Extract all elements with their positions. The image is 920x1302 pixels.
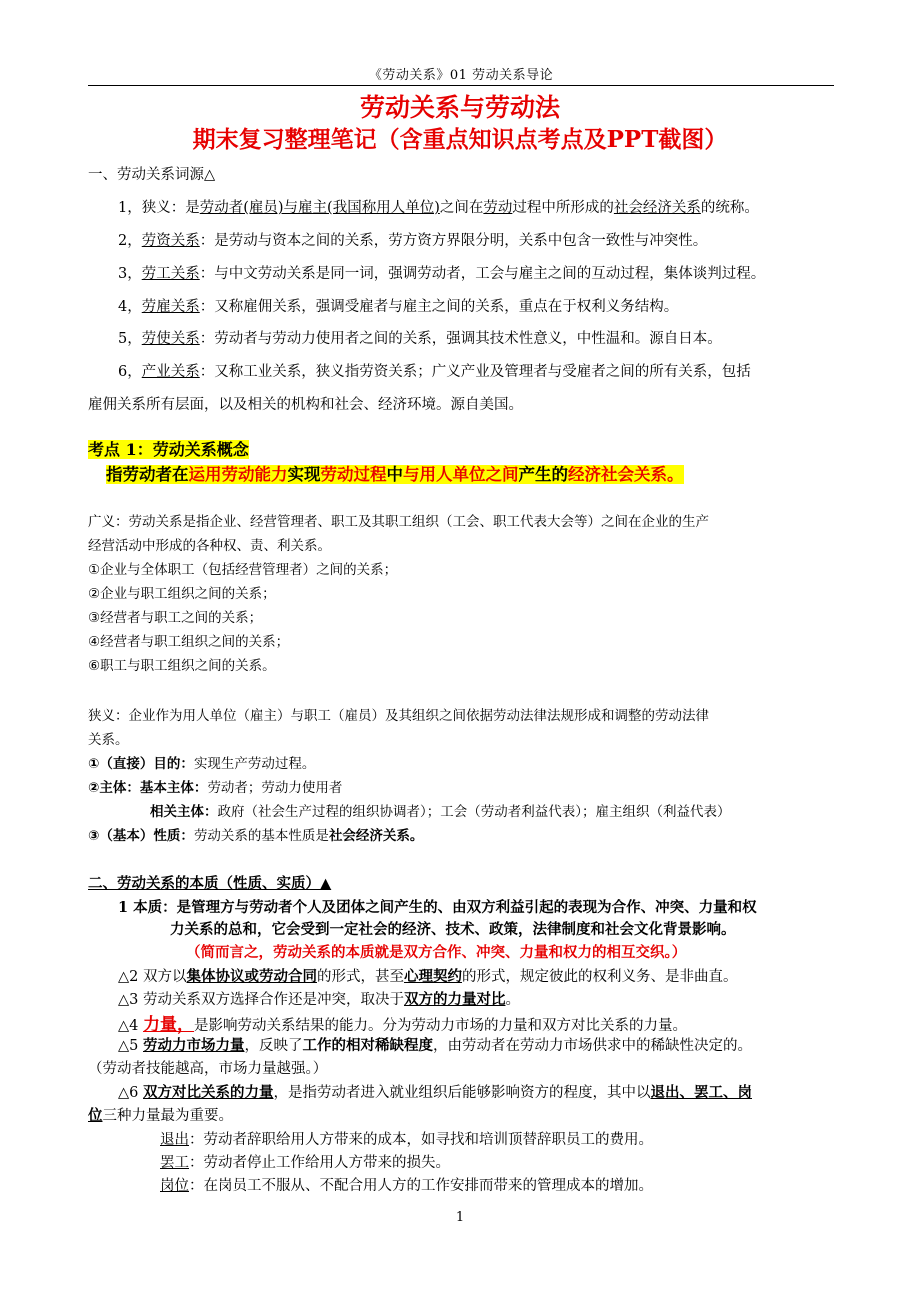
- highlighted-text: 指劳动者在: [106, 465, 189, 484]
- text: 之间在: [439, 200, 484, 216]
- text: ：劳动者停止工作给用人方带来的损失。: [189, 1155, 450, 1171]
- text: ：在岗员工不服从、不配合用人方的工作安排而带来的管理成本的增加。: [189, 1178, 653, 1194]
- text: 。: [505, 992, 520, 1008]
- text: 的形式，甚至: [317, 969, 404, 985]
- text: 是影响劳动关系结果的能力。分为劳动力市场的力量和双方对比关系的力量。: [194, 1018, 687, 1034]
- point-6: [118, 1081, 752, 1102]
- text: 政府（社会生产过程的组织协调者）；工会（劳动者利益代表）；雇主组织（利益代表）: [217, 804, 731, 820]
- underlined-term: 劳动: [483, 200, 513, 216]
- underlined-term: 心理契约: [404, 968, 462, 985]
- point-4: [118, 1010, 687, 1035]
- force-post: [160, 1174, 653, 1195]
- point-5: [118, 1034, 752, 1055]
- text: △4: [118, 1018, 143, 1034]
- underlined-term: 退出: [160, 1132, 189, 1148]
- text: 的形式，规定彼此的权利义务、是非曲直。: [462, 969, 738, 985]
- essence-summary: （简而言之，劳动关系的本质就是双方合作、冲突、力量和权力的相互交织。）: [186, 944, 687, 961]
- bold-label: ③（基本）性质：: [88, 828, 194, 844]
- text: 三种力量最为重要。: [102, 1108, 233, 1124]
- bold-text: 社会经济关系。: [328, 828, 424, 844]
- text: ：是劳动与资本之间的关系，劳方资方界限分明，关系中包含一致性与冲突性。: [199, 233, 708, 249]
- underlined-term: 退出、罢工、岗: [650, 1084, 752, 1101]
- text: 劳动关系的基本性质是: [193, 828, 329, 844]
- highlighted-red-text: 劳动过程: [320, 465, 387, 484]
- red-underlined-term: 力量，: [143, 1015, 194, 1035]
- narrow-purpose: [88, 752, 315, 772]
- highlighted-red-text: 经济社会关系。: [568, 465, 684, 484]
- text: ：又称雇佣关系，强调受雇者与雇主之间的关系，重点在于权利义务结构。: [199, 299, 679, 315]
- section1-heading: 一、劳动关系词源△: [88, 167, 216, 183]
- point-2: [118, 965, 738, 986]
- underlined-term: 双方对比关系的力量: [143, 1084, 274, 1101]
- text: ，由劳动者在劳动力市场供求中的稀缺性决定的。: [433, 1038, 752, 1054]
- etymology-item-5: [118, 327, 722, 348]
- text: ，是指劳动者进入就业组织后能够影响资方的程度，其中以: [273, 1085, 651, 1101]
- narrow-related-subject: [150, 800, 731, 820]
- text: 6，: [118, 364, 142, 380]
- keypoint-definition: [88, 461, 684, 485]
- bold-term: 工作的相对稀缺程度: [302, 1037, 433, 1054]
- essence-line1: 1 本质：是管理方与劳动者个人及团体之间产生的、由双方利益引起的表现为合作、冲突、力量和权: [118, 899, 757, 916]
- narrow-nature: [88, 824, 423, 844]
- text: △2 双方以: [118, 969, 187, 985]
- text: 3，: [118, 266, 142, 282]
- underlined-term: 双方的力量对比: [403, 991, 506, 1008]
- underlined-term: 位: [88, 1107, 103, 1124]
- bold-label: 相关主体：: [150, 804, 218, 820]
- sub-title: 期末复习整理笔记（含重点知识点考点及PPT截图）: [192, 126, 728, 153]
- broad-item-1: ①企业与全体职工（包括经营管理者）之间的关系；: [88, 562, 398, 578]
- highlighted-text: 中: [386, 465, 403, 484]
- highlighted-text: 产生的: [518, 465, 568, 484]
- underlined-term: 劳动者(雇员)与雇主(我国称用人单位): [199, 200, 440, 216]
- text: ，反映了: [244, 1038, 303, 1054]
- underlined-term: 社会经济关系: [613, 200, 701, 216]
- text: ：劳动者与劳动力使用者之间的关系，强调其技术性意义，中性温和。源自日本。: [199, 331, 722, 347]
- text: 2，: [118, 233, 142, 249]
- text: 劳动者；劳动力使用者: [207, 780, 343, 796]
- highlighted-text: 考点 1：劳动关系概念: [88, 440, 249, 459]
- text: 的统称。: [700, 200, 759, 216]
- underlined-term: 劳使关系: [141, 331, 200, 347]
- underlined-term: 劳工关系: [141, 266, 200, 282]
- text: 5，: [118, 331, 142, 347]
- highlighted-text: 实现: [287, 465, 321, 484]
- underlined-term: 劳资关系: [141, 233, 200, 249]
- underlined-term: 岗位: [160, 1178, 189, 1194]
- point-5-note: （劳动者技能越高，市场力量越强。）: [88, 1061, 328, 1077]
- text: 4，: [118, 299, 142, 315]
- page-number: 1: [455, 1210, 465, 1225]
- running-header: 《劳动关系》01 劳动关系导论: [368, 68, 554, 83]
- highlighted-red-text: 运用劳动能力: [188, 465, 288, 484]
- point-6-cont: [88, 1104, 233, 1125]
- etymology-item-6: [118, 360, 751, 381]
- force-exit: [160, 1128, 653, 1149]
- text: △3 劳动关系双方选择合作还是冲突，取决于: [118, 992, 404, 1008]
- broad-item-3: ③经营者与职工之间的关系；: [88, 610, 263, 626]
- underlined-term: 劳动力市场力量: [143, 1037, 245, 1054]
- etymology-item-6-cont: 雇佣关系所有层面，以及相关的机构和社会、经济环境。源自美国。: [88, 397, 523, 413]
- text: ：劳动者辞职给用人方带来的成本，如寻找和培训顶替辞职员工的费用。: [189, 1132, 653, 1148]
- text: 1，狭义：是: [118, 200, 200, 216]
- etymology-item-1: [118, 196, 759, 217]
- header-rule: [88, 85, 834, 86]
- broad-item-5: ⑥职工与职工组织之间的关系。: [88, 658, 276, 674]
- text: 实现生产劳动过程。: [193, 756, 316, 772]
- underlined-term: 产业关系: [141, 364, 200, 380]
- broad-item-2: ②企业与职工组织之间的关系；: [88, 586, 276, 602]
- etymology-item-2: [118, 229, 707, 250]
- essence-line2: 力关系的总和，它会受到一定社会的经济、技术、政策，法律制度和社会文化背景影响。: [170, 921, 736, 938]
- etymology-item-4: [118, 295, 678, 316]
- underlined-term: 集体协议或劳动合同: [186, 968, 317, 985]
- force-strike: [160, 1151, 450, 1172]
- text: △5: [118, 1038, 143, 1054]
- narrow-subject: [88, 776, 342, 796]
- etymology-item-3: [118, 262, 765, 283]
- main-title: 劳动关系与劳动法: [359, 93, 560, 122]
- narrow-def-line2: 关系。: [88, 732, 129, 748]
- underlined-term: 劳雇关系: [141, 299, 200, 315]
- broad-def-line1: 广义：劳动关系是指企业、经营管理者、职工及其职工组织（工会、职工代表大会等）之间在企业的生产: [88, 514, 709, 530]
- narrow-def-line1: 狭义：企业作为用人单位（雇主）与职工（雇员）及其组织之间依据劳动法律法规形成和调整的劳动法律: [88, 708, 709, 724]
- text: ：又称工业关系，狭义指劳资关系；广义产业及管理者与受雇者之间的所有关系，包括: [199, 364, 751, 380]
- keypoint-title: [88, 437, 249, 460]
- text: △6: [118, 1085, 143, 1101]
- broad-item-4: ④经营者与职工组织之间的关系；: [88, 634, 290, 650]
- broad-def-line2: 经营活动中形成的各种权、责、利关系。: [88, 538, 331, 554]
- highlighted-red-text: 与用人单位之间: [403, 465, 519, 484]
- bold-label: ②主体：基本主体：: [88, 780, 208, 796]
- bold-label: ①（直接）目的：: [88, 756, 194, 772]
- text: 过程中所形成的: [512, 200, 614, 216]
- text: ：与中文劳动关系是同一词，强调劳动者，工会与雇主之间的互动过程，集体谈判过程。: [199, 266, 766, 282]
- underlined-term: 罢工: [160, 1155, 189, 1171]
- section2-heading: 二、劳动关系的本质（性质、实质）▲: [88, 875, 332, 892]
- point-3: [118, 988, 520, 1009]
